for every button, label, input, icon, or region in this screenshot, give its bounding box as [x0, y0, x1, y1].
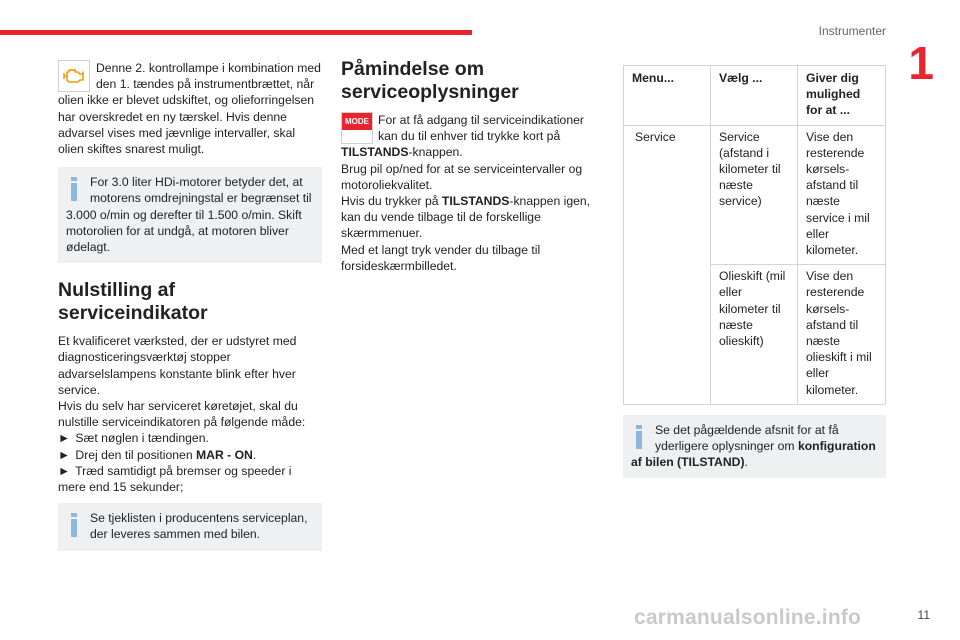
step-3 — [58, 463, 322, 495]
press-again-text — [341, 193, 591, 242]
page-number: 11 — [917, 608, 930, 622]
step-2-end: . — [252, 447, 257, 462]
mode-text-1: For at få adgang til serviceindikationer kan du til enhver tid trykke kort på — [378, 113, 584, 144]
arrows-text: Brug pil op/ned for at se serviceintervaller og motoroliekvalitet. — [341, 161, 583, 192]
mode-text — [341, 112, 591, 161]
table-cell-result: Vise den resterende kørsels-afstand til næste olieskift i mil eller kilometer. — [798, 265, 886, 405]
config-text: Se det pågældende afsnit for at få yderligere oplysninger om — [655, 422, 839, 454]
info-text-checklist: Se tjeklisten i producentens serviceplan, der leveres sammen med bilen. — [90, 511, 308, 542]
mode-block — [341, 112, 591, 161]
reset-para-1: Et kvalificeret værksted, der er udstyret med diagnosticeringsværktøj stopper advarselslampens konstante blink efter hver service. — [58, 334, 297, 397]
mode-text-bold: TILSTANDS — [341, 145, 409, 160]
info-icon — [68, 513, 80, 535]
info-box-configuration — [623, 415, 886, 479]
chapter-number: 1 — [908, 37, 934, 89]
press-again-1: Hvis du trykker på — [341, 194, 442, 209]
reset-para-2: Hvis du selv har serviceret køretøjet, skal du nulstille serviceindikatoren på følgende måde: — [58, 399, 306, 430]
step-2-bold: MAR - ON — [195, 447, 253, 462]
table-header: Menu... — [624, 66, 711, 126]
info-box-checklist — [58, 503, 322, 550]
heading-service-info: Påmindelse om serviceoplysninger — [341, 58, 519, 103]
step-1-text: Sæt nøglen i tændingen. — [75, 431, 209, 446]
engine-warning-icon — [58, 60, 90, 92]
table-row — [624, 125, 886, 265]
press-again-bold: TILSTANDS — [441, 194, 510, 209]
step-marker: ► — [58, 447, 71, 462]
step-marker: ► — [58, 463, 71, 478]
column-3 — [623, 65, 886, 478]
mode-label: MODE — [342, 113, 372, 130]
mode-text-end: -knappen. — [408, 145, 463, 160]
warning-text: Denne 2. kontrollampe i kombination med den 1. tændes på instrumentbrættet, når olien ikke er blevet udskiftet, og olieforringelsen har overskredet en ny tærskel. Hvis denne advarsel vises med jævnlige intervaller, skal olien skiftes snarest muligt. — [58, 61, 321, 157]
column-1 — [58, 60, 322, 551]
step-2 — [58, 447, 322, 463]
step-3-text: Træd samtidigt på bremser og speeder i mere end 15 sekunder; — [58, 463, 292, 495]
table-cell-result: Vise den resterende kørsels-afstand til næste service i mil eller kilometer. — [798, 125, 886, 265]
table-header: Giver dig mulighed for at ... — [798, 66, 886, 126]
info-icon — [633, 425, 645, 447]
table-header-row — [624, 66, 886, 126]
config-bold: konfiguration af bilen (TILSTAND) — [631, 439, 876, 470]
heading-reset: Nulstilling af serviceindikator — [58, 279, 208, 325]
watermark: carmanualsonline.info — [634, 606, 862, 629]
step-marker: ► — [58, 431, 71, 446]
header-red-bar — [0, 30, 472, 35]
table-cell-menu: Service — [624, 125, 711, 404]
service-menu-table — [623, 65, 886, 405]
table-cell-select: Olieskift (mil eller kilometer til næste olieskift) — [711, 265, 798, 405]
table-header: Vælg ... — [711, 66, 798, 126]
info-text-configuration — [631, 422, 880, 471]
info-box-hdi — [58, 167, 322, 263]
config-end: . — [744, 455, 748, 470]
info-icon — [68, 177, 80, 199]
info-text-hdi: For 3.0 liter HDi-motorer betyder det, at motorens omdrejningstal er begrænset til 3.000 o/min og derefter til 1.500 o/min. Skift motorolien for at undgå, at motoren bliver ødelagt. — [66, 175, 312, 255]
engine-warning-block — [58, 60, 322, 157]
column-2 — [341, 58, 591, 274]
section-title: Instrumenter — [818, 24, 886, 38]
mode-button-icon — [341, 112, 373, 144]
table-cell-select: Service (afstand i kilometer til næste service) — [711, 125, 798, 265]
step-2-text: Drej den til positionen — [75, 447, 196, 462]
step-1 — [58, 430, 322, 446]
press-again-end: -knappen igen, kan du vende tilbage til de forskellige skærmmenuer. — [341, 194, 591, 241]
long-press-text: Med et langt tryk vender du tilbage til forsideskærmbilledet. — [341, 242, 541, 273]
